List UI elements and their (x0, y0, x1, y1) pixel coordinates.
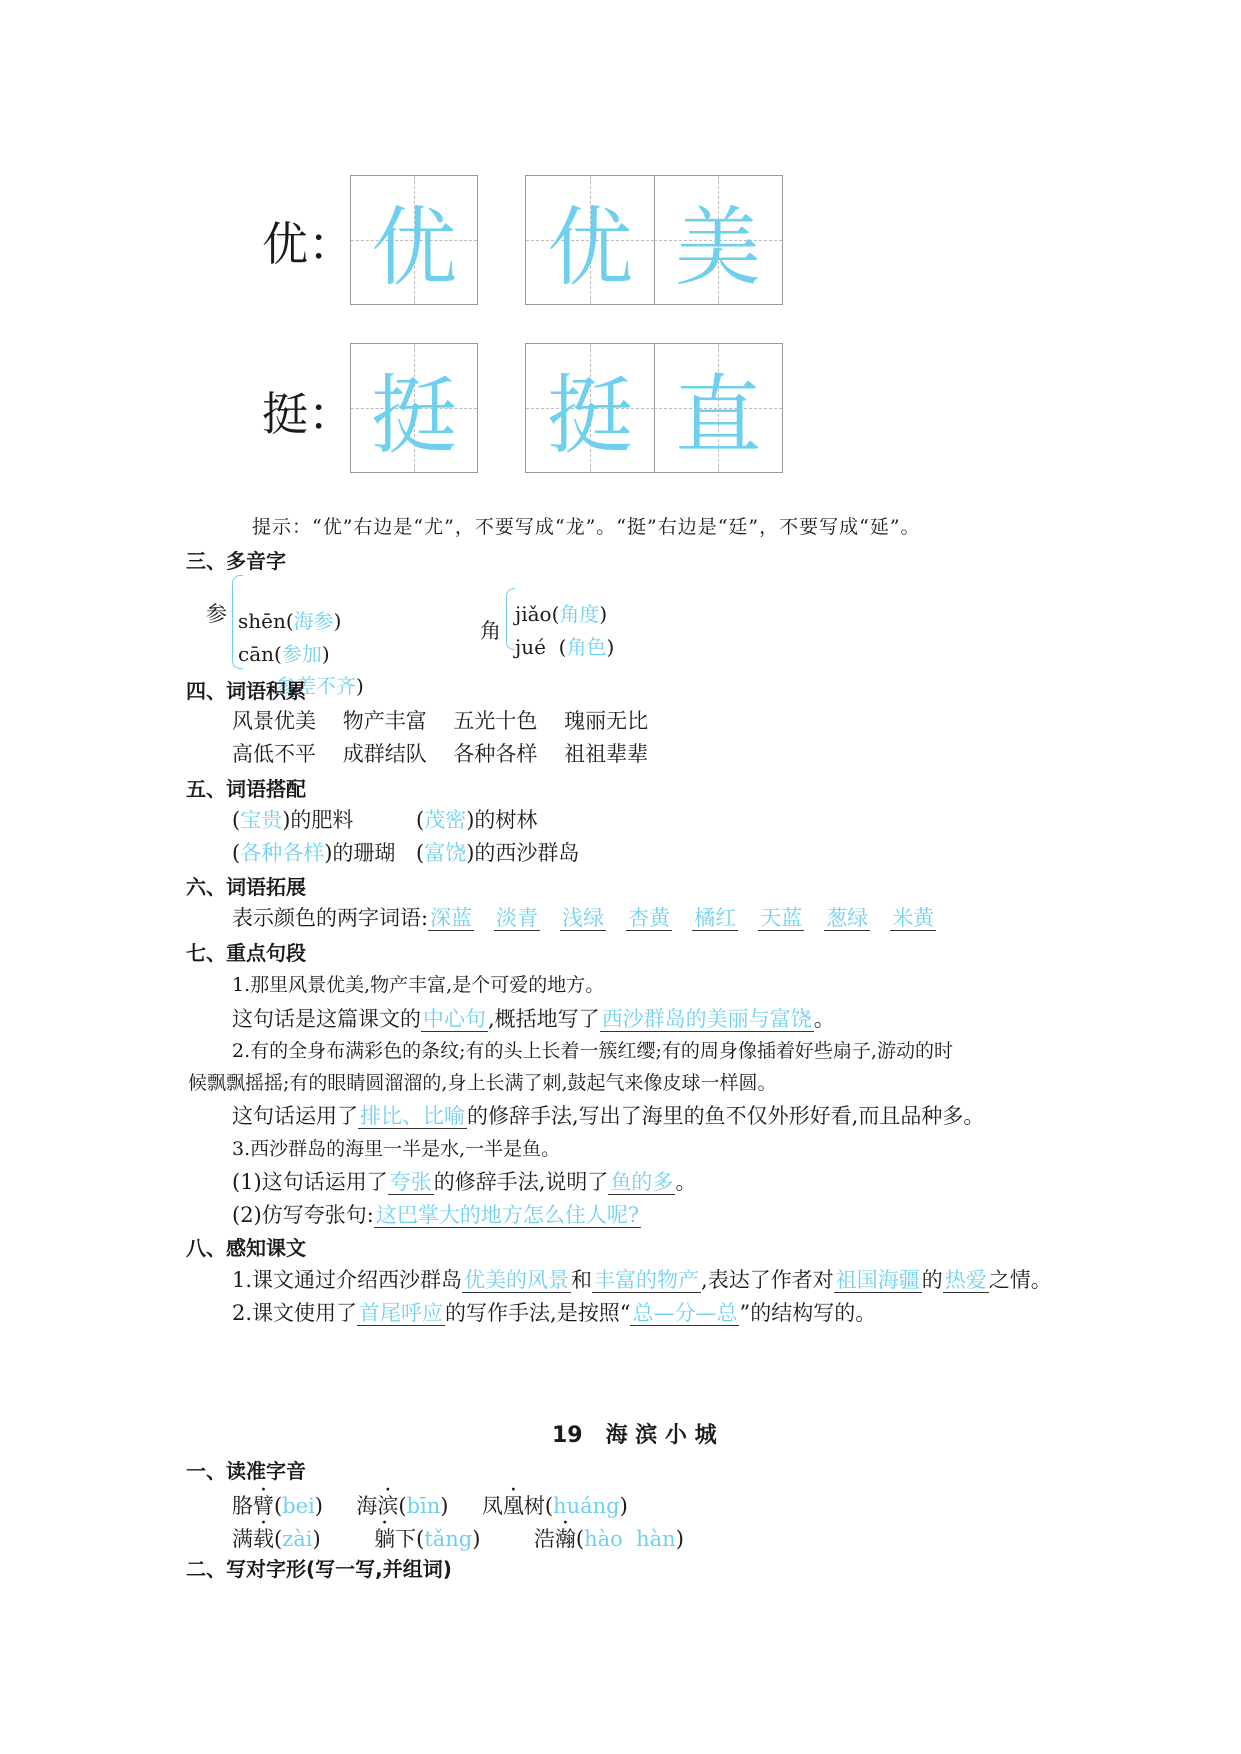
polyphone-jue-1: jiǎo(角度) (515, 602, 608, 626)
grid-char: 优 (371, 198, 457, 298)
sentence-1-analysis: 这句话是这篇课文的中心句,概括地写了西沙群岛的美丽与富饶。 (232, 1007, 835, 1031)
word-bank-line-2: 高低不平 成群结队 各种各样 祖祖辈辈 (232, 742, 649, 766)
polyphone-jue-2: jué (角色) (515, 635, 615, 659)
section-title-5: 五、词语搭配 (186, 777, 306, 801)
color-word: 淡青 (496, 906, 539, 930)
collocation-c: (各种各样)的珊瑚 (232, 841, 396, 865)
sentence-2-analysis: 这句话运用了排比、比喻的修辞手法,写出了海里的鱼不仅外形好看,而且品种多。 (232, 1104, 985, 1128)
grid-box-word-tingzhi (525, 343, 783, 473)
color-word: 葱绿 (826, 906, 869, 930)
lesson-section-title-1: 一、读准字音 (186, 1459, 306, 1483)
sentence-2-line-1: 2.有的全身布满彩色的条纹;有的头上长着一簇红缨;有的周身像插着好些扇子,游动的时 (232, 1040, 953, 1062)
grid-char: 挺 (371, 366, 457, 466)
sentence-2-line-2: 候飘飘摇摇;有的眼睛圆溜溜的,身上长满了刺,鼓起气来像皮球一样圆。 (188, 1072, 777, 1094)
grid-char: 直 (675, 366, 761, 466)
color-word: 天蓝 (760, 906, 803, 930)
section-title-4: 四、词语积累 (186, 679, 306, 703)
word-bank-line-1: 风景优美 物产丰富 五光十色 瑰丽无比 (232, 709, 649, 733)
lesson-section-title-2: 二、写对字形(写一写,并组词) (186, 1557, 452, 1581)
collocation-b: (茂密)的树林 (416, 808, 538, 832)
sentence-1: 1.那里风景优美,物产丰富,是个可爱的地方。 (232, 974, 605, 996)
color-word: 杏黄 (628, 906, 671, 930)
lesson-title: 19 海 滨 小 城 (552, 1423, 717, 1448)
summary-line-2: 2.课文使用了首尾呼应的写作手法,是按照“总—分—总”的结构写的。 (232, 1301, 877, 1325)
collocation-d: (富饶)的西沙群岛 (416, 841, 580, 865)
brace-jue (506, 588, 515, 650)
writing-tip: 提示：“优”右边是“尤”，不要写成“龙”。“挺”右边是“廷”，不要写成“延”。 (252, 516, 921, 538)
color-words-line: 表示颜色的两字词语:深蓝 淡青 浅绿 杏黄 橘红 天蓝 葱绿 米黄 (232, 906, 935, 930)
grid-box-single-you (350, 175, 478, 305)
sentence-3-analysis-2: (2)仿写夸张句:这巴掌大的地方怎么住人呢? (232, 1203, 640, 1227)
polyphone-can-3: 参差不齐) (276, 674, 364, 698)
color-word: 米黄 (892, 906, 935, 930)
summary-line-1: 1.课文通过介绍西沙群岛优美的风景和丰富的物产,表达了作者对祖国海疆的热爱之情。 (232, 1268, 1052, 1292)
polyphone-char-jue: 角 (480, 619, 501, 643)
collocation-a: (宝贵)的肥料 (232, 808, 354, 832)
color-word: 深蓝 (430, 906, 473, 930)
pronunciation-line-1: 胳臂(bei) 海滨(bīn) 凤凰树(huáng) (232, 1494, 628, 1518)
section-title-6: 六、词语拓展 (186, 875, 306, 899)
sentence-3: 3.西沙群岛的海里一半是水,一半是鱼。 (232, 1138, 561, 1160)
color-word: 橘红 (694, 906, 737, 930)
grid-label-you: 优： (262, 217, 354, 271)
polyphone-can-2: cān(参加) (238, 642, 330, 666)
polyphone-char-can: 参 (206, 602, 227, 626)
grid-char: 挺 (547, 366, 633, 466)
section-title-3: 三、多音字 (186, 549, 286, 573)
color-word: 浅绿 (562, 906, 605, 930)
grid-char: 优 (547, 198, 633, 298)
polyphone-can-1: shēn(海参) (238, 609, 342, 633)
grid-label-ting: 挺： (262, 387, 354, 441)
grid-box-word-youmei (525, 175, 783, 305)
section-title-7: 七、重点句段 (186, 941, 306, 965)
grid-char: 美 (675, 198, 761, 298)
grid-box-single-ting (350, 343, 478, 473)
section-title-8: 八、感知课文 (186, 1236, 306, 1260)
sentence-3-analysis-1: (1)这句话运用了夸张的修辞手法,说明了鱼的多。 (232, 1170, 697, 1194)
pronunciation-line-2: 满载(zài) 躺下(tǎng) 浩瀚(hào hàn) (232, 1527, 684, 1551)
